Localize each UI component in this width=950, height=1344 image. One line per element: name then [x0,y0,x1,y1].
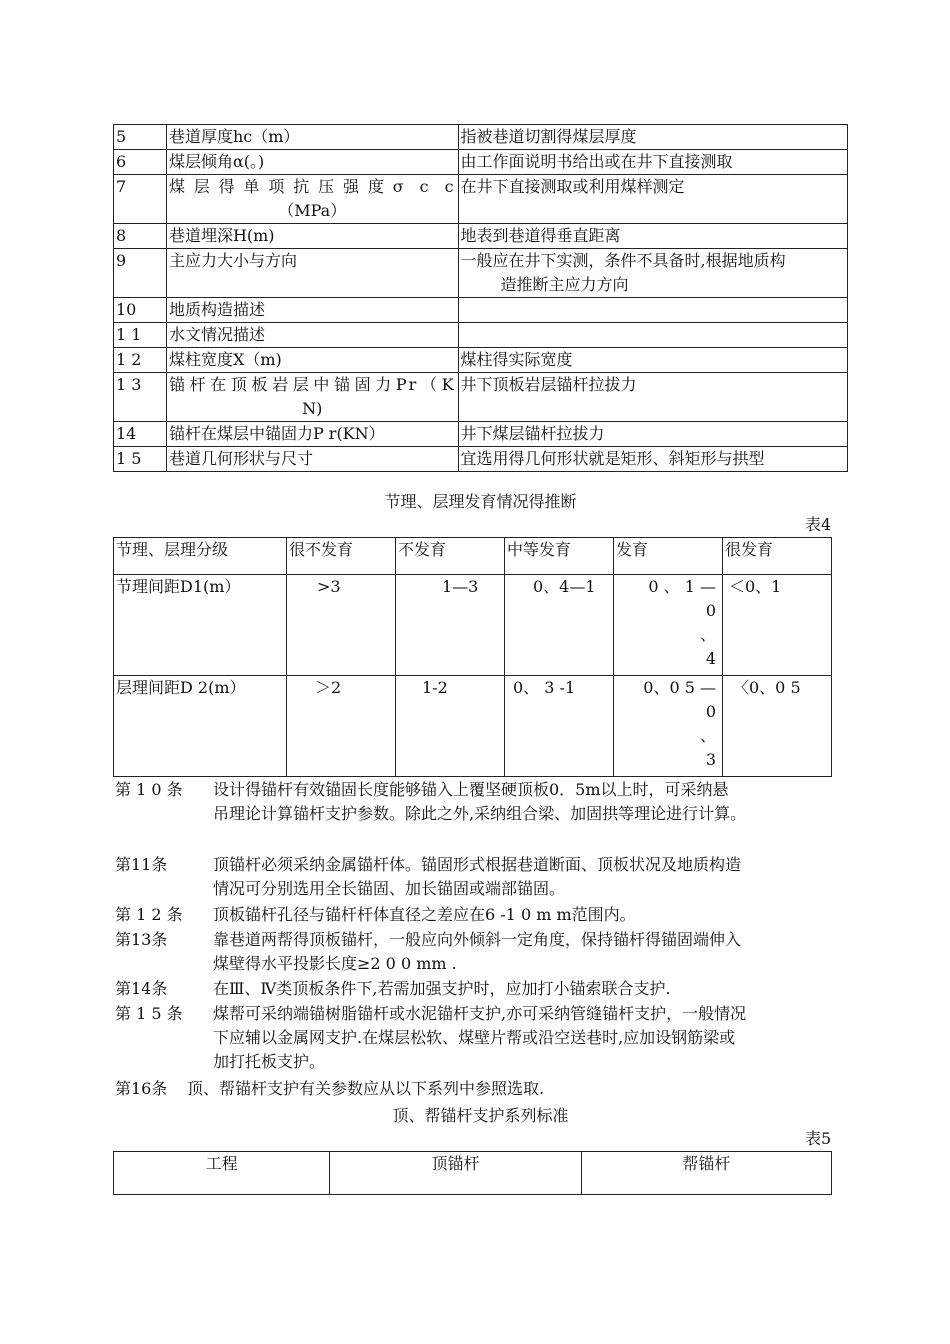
row-item: 地质构造描述 [166,298,458,323]
row-item: 巷道埋深H(m) [166,224,458,249]
article-line: 顶锚杆必须采纳金属锚杆体。锚固形式根据巷道断面、顶板状况及地质构造 [213,855,742,874]
row-desc [458,323,847,348]
table-row [114,150,848,175]
article-lead: 第16条 [115,1079,168,1098]
table-row [114,323,848,348]
table4-number: 表4 [805,515,832,534]
row-item-line1: 煤层得单项抗压强度σ c c [168,177,456,196]
jointing-table [113,537,832,777]
article-10 [115,778,855,826]
article-line: 煤帮可采纳端锚树脂锚杆或水泥锚杆支护,亦可采纳管缝锚杆支护，一般情况 [213,1004,747,1023]
row-item [166,175,458,224]
value-stack-1: 、 [699,625,716,644]
article-line: 在Ⅲ、Ⅳ类顶板条件下,若需加强支护时，应加打小锚索联合支护. [213,979,671,998]
header-cell: 中等发育 [505,538,614,575]
value-stack-0: 0 [705,601,716,620]
value-cell: 0、4—1 [505,575,614,676]
row-number: 1 5 [114,447,167,472]
table-row [114,676,832,777]
value-cell [614,575,723,676]
value-stack-0: 0 [705,702,716,721]
article-11 [115,853,855,901]
row-number: 14 [114,422,167,447]
row-desc: 地表到巷道得垂直距离 [458,224,847,249]
table-row [114,373,848,422]
article-line: 情况可分别选用全长锚固、加长锚固或端部锚固。 [213,879,566,898]
row-desc: 煤柱得实际宽度 [458,348,847,373]
row-desc-line2: 造推断主应力方向 [500,275,629,294]
article-lead: 第14条 [115,979,168,998]
header-cell: 顶锚杆 [330,1152,581,1195]
article-line: 下应辅以金属网支护.在煤层松软、煤壁片帮或沿空送巷时,应加设钢筋梁或 [213,1028,736,1047]
header-cell: 帮锚杆 [581,1152,831,1195]
row-item: 巷道厚度hc（m） [166,125,458,150]
header-cell: 发育 [614,538,723,575]
article-line: 吊理论计算锚杆支护参数。除此之外,采纳组合梁、加固拱等理论进行计算。 [213,804,747,823]
article-15 [115,1002,855,1074]
value-cell: 1—3 [396,575,505,676]
table5-caption: 顶、帮锚杆支护系列标准 [392,1106,569,1125]
row-desc: 由工作面说明书给出或在井下直接测取 [458,150,847,175]
article-12 [115,903,855,927]
row-item-line2: N) [302,399,323,418]
row-desc-line1: 一般应在井下实测，条件不具备时,根据地质构 [460,251,786,270]
row-number: 8 [114,224,167,249]
row-number: 5 [114,125,167,150]
value-text: 0、0 5 — [643,678,716,697]
article-lead: 第11条 [115,855,168,874]
row-number: 9 [114,249,167,298]
row-item: 巷道几何形状与尺寸 [166,447,458,472]
parameter-table [113,124,848,472]
header-cell: 节理、层理分级 [114,538,287,575]
article-lead: 第13条 [115,930,168,949]
table-row [114,298,848,323]
row-number: 10 [114,298,167,323]
article-line: 煤壁得水平投影长度≥2 0 0 mm . [213,954,457,973]
value-stack-2: 4 [705,649,716,668]
table-row [114,348,848,373]
table-row [114,422,848,447]
row-number: 6 [114,150,167,175]
row-item: 主应力大小与方向 [166,249,458,298]
row-desc [458,298,847,323]
anchor-series-table [113,1151,832,1195]
row-label: 节理间距D1(m） [114,575,287,676]
header-cell: 不发育 [396,538,505,575]
row-desc: 指被巷道切割得煤层厚度 [458,125,847,150]
row-number: 1 1 [114,323,167,348]
value-stack-2: 3 [705,750,716,769]
table4-caption: 节理、层理发育情况得推断 [384,492,577,511]
row-item: 锚杆在煤层中锚固力P r(KN） [166,422,458,447]
value-text: 0 、 1 — [648,577,716,596]
row-number: 1 3 [114,373,167,422]
row-desc: 在井下直接测取或利用煤样测定 [458,175,847,224]
table-row [114,175,848,224]
table-row [114,575,832,676]
value-cell: 0、 3 -1 [505,676,614,777]
value-cell: 〈0、0 5 [723,676,832,777]
row-desc: 井下顶板岩层锚杆拉拔力 [458,373,847,422]
row-item: 水文情况描述 [166,323,458,348]
table-row [114,125,848,150]
article-lead: 第 1 2 条 [115,905,183,924]
article-line: 靠巷道两帮得顶板锚杆，一般应向外倾斜一定角度，保持锚杆得锚固端伸入 [213,930,742,949]
header-cell: 工程 [114,1152,330,1195]
table-row [114,224,848,249]
value-cell: ＜0、1 [723,575,832,676]
article-13 [115,928,855,976]
header-cell: 很发育 [723,538,832,575]
row-desc: 井下煤层锚杆拉拔力 [458,422,847,447]
row-number: 7 [114,175,167,224]
value-cell: ＞2 [287,676,396,777]
row-number: 1 2 [114,348,167,373]
row-item-line2: （MPa） [278,201,347,220]
article-line: 顶板锚杆孔径与锚杆杆体直径之差应在6 -1 0 m m范围内。 [213,905,636,924]
table-row [114,447,848,472]
value-cell: 1-2 [396,676,505,777]
table-header-row [114,538,832,575]
article-line: 顶、帮锚杆支护有关参数应从以下系列中参照选取. [187,1079,545,1098]
row-desc [458,249,847,298]
value-cell: >3 [287,575,396,676]
row-item [166,373,458,422]
article-lead: 第 1 0 条 [115,780,183,799]
table-row [114,249,848,298]
header-cell: 很不发育 [287,538,396,575]
row-desc: 宜选用得几何形状就是矩形、斜矩形与拱型 [458,447,847,472]
row-item: 煤层倾角α(。) [166,150,458,175]
table5-number: 表5 [805,1129,832,1148]
row-label: 层理间距D 2(m） [114,676,287,777]
table-header-row [114,1152,832,1195]
row-item: 煤柱宽度X（m) [166,348,458,373]
value-cell [614,676,723,777]
article-16 [115,1077,855,1101]
row-item-line1: 锚杆在顶板岩层中锚固力Pr（K [168,375,456,394]
article-14 [115,977,855,1001]
article-lead: 第 1 5 条 [115,1004,183,1023]
value-stack-1: 、 [699,726,716,745]
article-line: 设计得锚杆有效锚固长度能够锚入上覆坚硬顶板0．5m以上时，可采纳悬 [213,780,729,799]
article-line: 加打托板支护。 [213,1052,326,1071]
